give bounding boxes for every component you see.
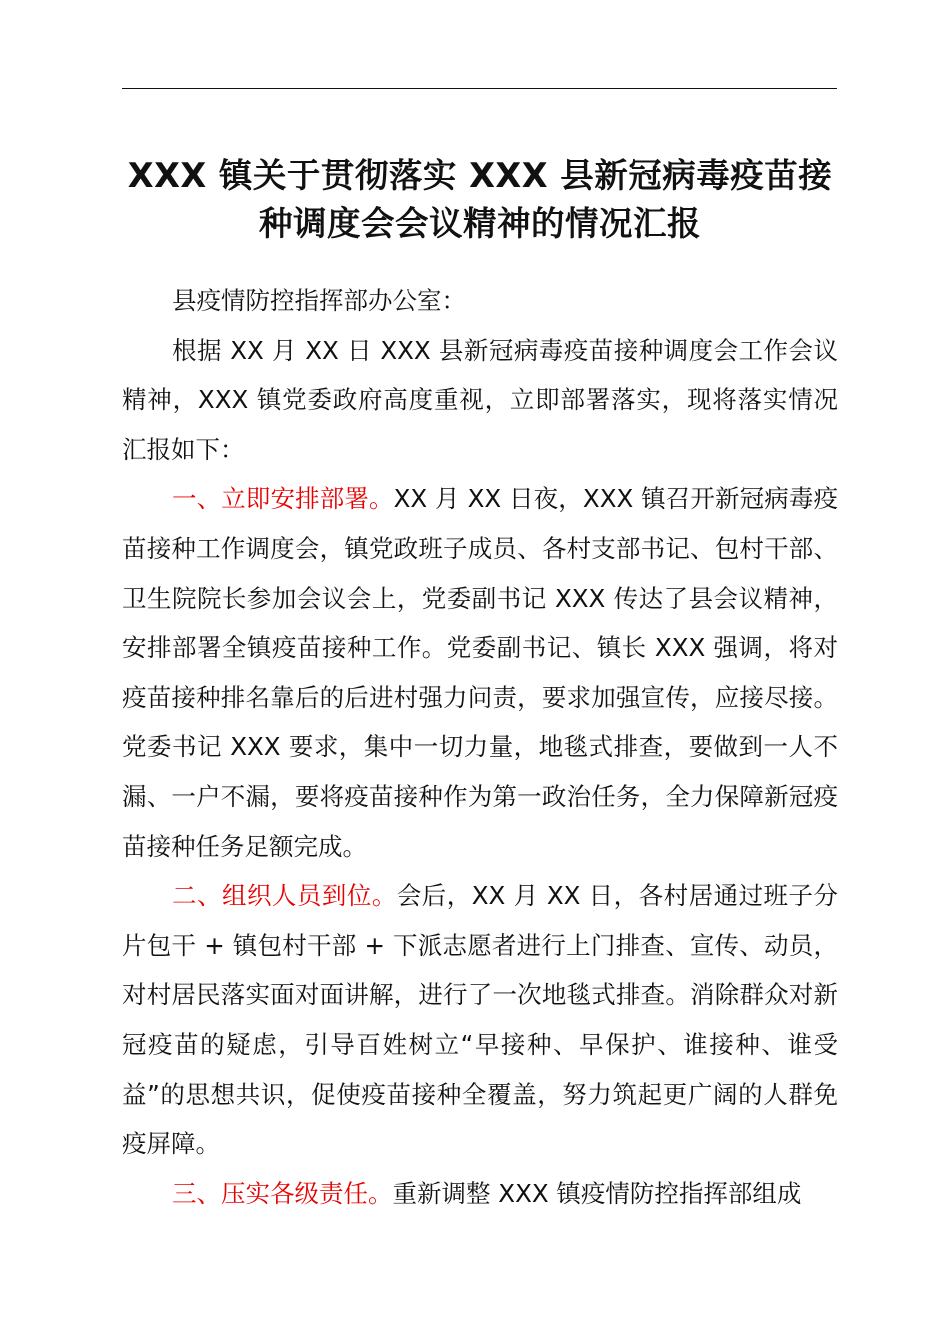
section-heading: 一、立即安排部署。 [172,484,394,514]
section-paragraph [122,871,838,1169]
document-title [110,152,850,248]
section-heading: 二、组织人员到位。 [172,881,397,911]
title-line-1: XXX 镇关于贯彻落实 XXX 县新冠病毒疫苗接 [127,156,833,195]
section-body: 会后，XX 月 XX 日，各村居通过班子分片包干 + 镇包村干部 + 下派志愿者进行上门排查、宣传、动员，对村居民落实面对面讲解，进行了一次地毯式排查。消除群众对新冠疫苗的疑虑，引导百姓树立“早接种、早保护、谁接种、谁受益”的思想共识，促使疫苗接种全覆盖，努力筑起更广阔的人群免疫屏障。 [122,881,839,1159]
section-paragraph [122,1169,838,1219]
intro-paragraph: 根据 XX 月 XX 日 XXX 县新冠病毒疫苗接种调度会工作会议精神，XXX 镇党委政府高度重视，立即部署落实，现将落实情况汇报如下： [122,335,838,464]
title-line-2: 种调度会会议精神的情况汇报 [259,204,701,243]
header-rule [122,88,837,89]
section-body: 重新调整 XXX 镇疫情防控指挥部组成 [392,1178,802,1208]
section-body: XX 月 XX 日夜，XXX 镇召开新冠病毒疫苗接种工作调度会，镇党政班子成员、各村支部书记、包村干部、卫生院院长参加会议会上，党委副书记 XXX 传达了县会议精神，安排部署全镇疫苗接种工作。党委副书记、镇长 XXX 强调，将对疫苗接种排名靠后的后进村强力问责，要求加强宣传，应接尽接。党委书记 XXX 要求，集中一切力量，地毯式排查，要做到一人不漏、一户不漏，要将疫苗接种作为第一政治任务，全力保障新冠疫苗接种任务足额完成。 [122,484,839,861]
section-paragraph [122,474,838,871]
document-body [122,276,838,1218]
section-heading: 三、压实各级责任。 [172,1178,393,1208]
salutation: 县疫情防控指挥部办公室： [172,286,466,315]
